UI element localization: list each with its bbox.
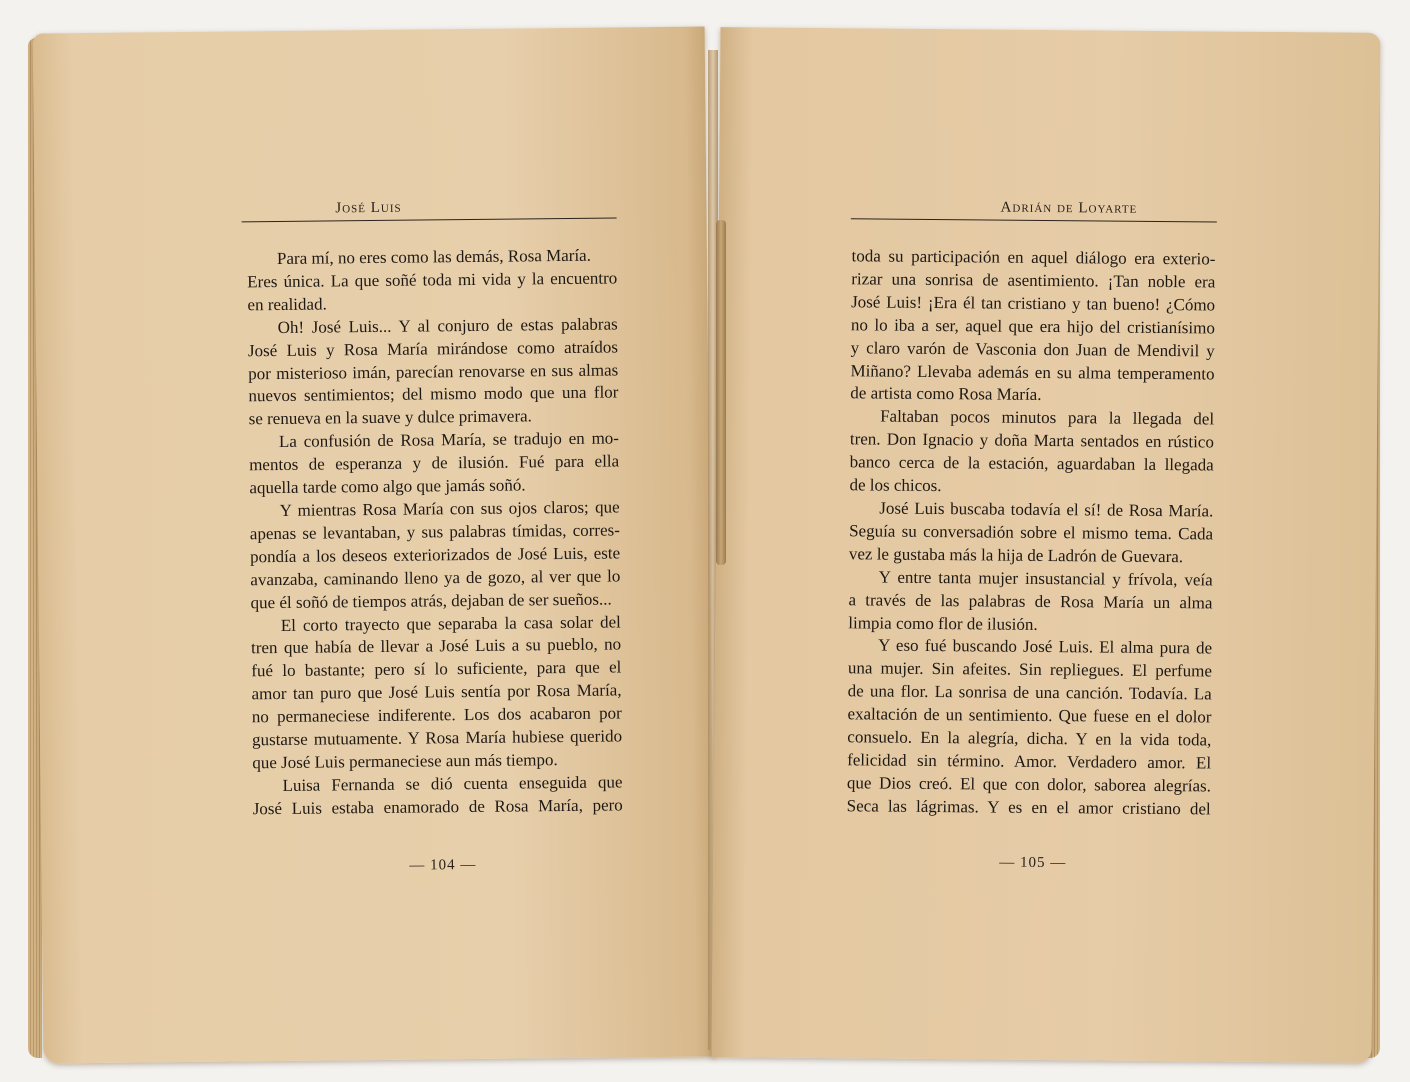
text-line: rizar una sonrisa de asentimiento. ¡Tan noble era	[851, 269, 1216, 292]
text-line: El corto trayecto que separaba la casa solar del	[280, 611, 621, 635]
text-line: José Luis y Rosa María mirándose como atraídos	[247, 337, 619, 360]
text-line: Oh! José Luis... Y al conjuro de estas palabras	[277, 314, 618, 337]
left-header-rule	[242, 217, 617, 222]
text-line: Eres única. La que soñé toda mi vida y la encuentro	[247, 268, 618, 292]
text-line: banco cerca de la estación, aguardaban la llegada	[849, 452, 1214, 475]
text-line: amor tan puro que José Luis sentía por Rosa María,	[251, 680, 622, 704]
text-line: José Luis estaba enamorado de Rosa María, pero	[252, 795, 623, 819]
text-line: pondía a los deseos exteriorizados de José Luis, este	[250, 543, 621, 567]
text-line: una mujer. Sin afeites. Sin repliegues. El perfume	[847, 658, 1212, 681]
text-line: Faltaban pocos minutos para la llegada del	[880, 406, 1215, 429]
text-line: no permaneciese indiferente. Los dos acabaron por	[251, 703, 622, 727]
text-line: por misterioso imán, parecían renovarse en sus almas	[248, 359, 619, 383]
text-line: consuelo. En la alegría, dicha. Y en la vida toda,	[847, 727, 1212, 750]
text-line: La confusión de Rosa María, se tradujo en mo-	[278, 428, 619, 452]
right-running-head: Adrián de Loyarte	[1000, 199, 1138, 217]
right-body-text	[847, 245, 1216, 821]
text-line: tren. Don Ignacio y doña Marta sentados en rústico	[849, 429, 1214, 452]
open-book	[28, 30, 1380, 1070]
text-line: Y entre tanta mujer insustancial y frívola, veía	[878, 567, 1213, 590]
binding-thread	[716, 220, 726, 565]
text-line: limpia como flor de ilusión.	[848, 612, 1038, 634]
text-line: Luisa Fernanda se dió cuenta enseguida que	[282, 772, 623, 795]
left-body-text	[247, 244, 623, 820]
text-line: que él soñó de tiempos atrás, dejaban de ser sueños...	[250, 589, 612, 612]
text-line: tren que había de llevar a José Luis a su pueblo, no	[250, 634, 622, 658]
right-header-rule	[851, 218, 1217, 222]
text-line: felicidad sin término. Amor. Verdadero amor. El	[847, 750, 1212, 773]
text-line: se renueva en la suave y dulce primavera.	[248, 406, 532, 429]
text-line: en realidad.	[247, 294, 327, 315]
text-line: no lo iba a ser, aquel que era hijo del cristianísimo	[850, 315, 1215, 338]
text-line: que José Luis permaneciese aun más tiempo.	[252, 750, 558, 773]
text-line: fué lo bastante; pero sí lo suficiente, para que el	[251, 657, 622, 681]
right-folio: — 105 —	[999, 854, 1067, 872]
text-line: vez le gustaba más la hija de Ladrón de Guevara.	[848, 544, 1184, 566]
text-line: Miñano? Llevaba además en su alma temperamento	[850, 360, 1215, 383]
text-line: José Luis buscaba todavía el sí! de Rosa María.	[879, 498, 1214, 521]
right-page	[712, 27, 1381, 1063]
text-line: Seca las lágrimas. Y es en el amor cristiano del	[846, 796, 1211, 819]
text-line: a través de las palabras de Rosa María un alma	[848, 589, 1213, 613]
text-line: y claro varón de Vasconia don Juan de Mendivil y	[850, 337, 1215, 361]
text-line: gustarse mutuamente. Y Rosa María hubiese querido	[251, 726, 623, 750]
text-line: apenas se levantaban, y sus palabras tímidas, corres-	[249, 520, 620, 544]
text-line: Y eso fué buscando José Luis. El alma pura de	[878, 635, 1213, 658]
left-folio: — 104 —	[409, 856, 477, 874]
left-running-head: José Luis	[335, 199, 402, 217]
text-line: de artista como Rosa María.	[850, 383, 1042, 405]
text-line: Y mientras Rosa María con sus ojos claros; que	[279, 497, 620, 520]
text-line: Para mí, no eres como las demás, Rosa María.	[276, 245, 592, 268]
text-line: toda su participación en aquel diálogo era exterio-	[851, 246, 1216, 269]
text-line: exaltación de un sentimiento. Que fuese en el dolor	[847, 704, 1212, 727]
text-line: José Luis! ¡Era él tan cristiano y tan bueno! ¿Cómo	[851, 292, 1216, 315]
left-page	[33, 27, 716, 1064]
text-line: que Dios creó. El que con dolor, saborea alegrías.	[846, 773, 1211, 796]
text-line: de una flor. La sonrisa de una canción. Todavía. La	[847, 681, 1212, 704]
text-line: nuevos sentimientos; del mismo modo que una flor	[248, 382, 619, 406]
text-line: Seguía su conversadión sobre el mismo tema. Cada	[849, 521, 1214, 544]
text-line: de los chicos.	[849, 475, 942, 496]
text-line: aquella tarde como algo que jamás soñó.	[249, 475, 526, 498]
text-line: avanzaba, caminando lleno ya de gozo, al ver que lo	[250, 566, 621, 589]
text-line: mentos de esperanza y de ilusión. Fué para ella	[249, 451, 620, 475]
